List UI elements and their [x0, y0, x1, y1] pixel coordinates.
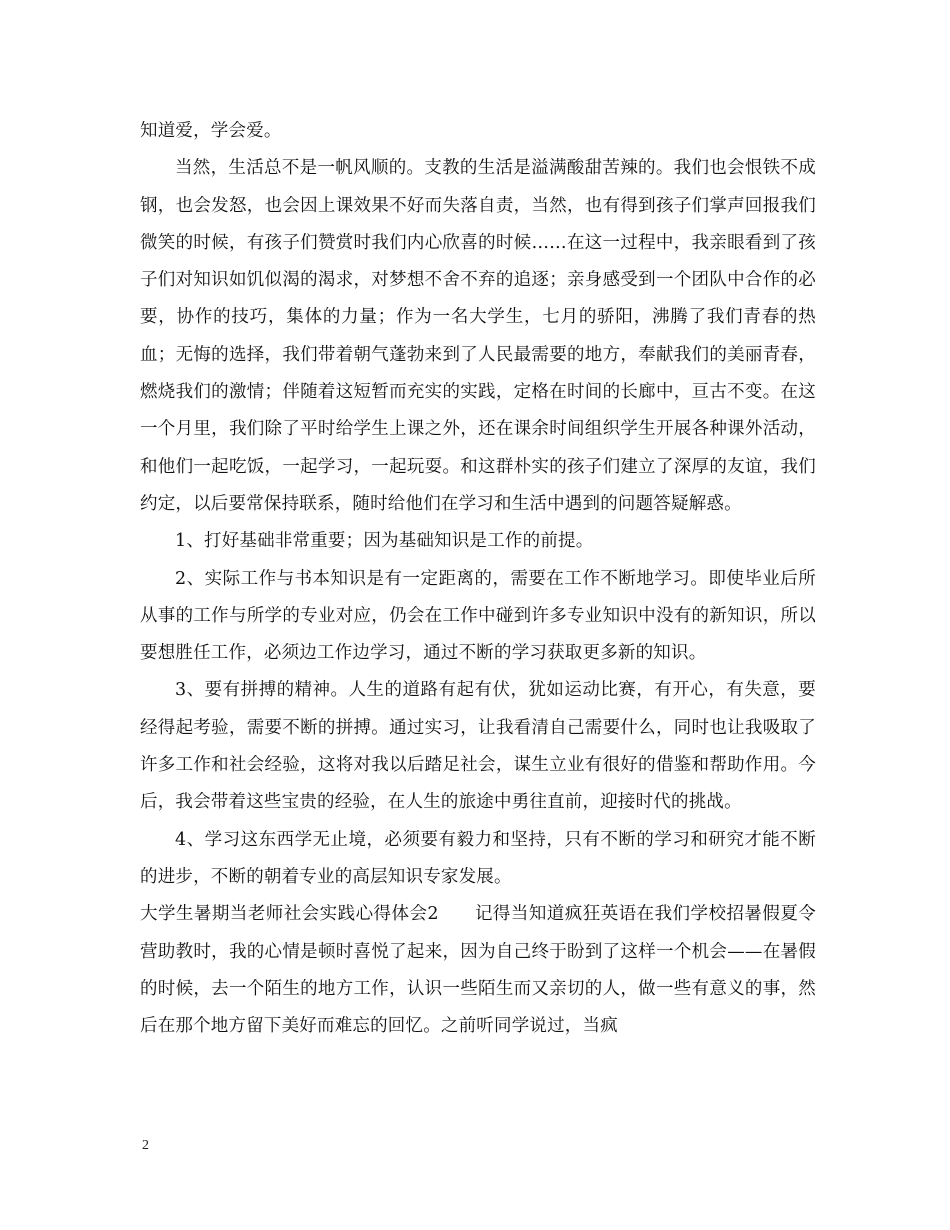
paragraph-1: 知道爱，学会爱。 [140, 121, 282, 141]
paragraph-6: 4、学习这东西学无止境，必须要有毅力和坚持，只有不断的学习和研究才能不断的进步，不断的朝着专业的高层知识专家发展。 [140, 829, 816, 887]
document-body [140, 113, 816, 1045]
paragraph-7: 大学生暑期当老师社会实践心得体会2 记得当知道疯狂英语在我们学校招暑假夏令营助教时，我的心情是顿时喜悦了起来，因为自己终于盼到了这样一个机会——在暑假的时候，去一个陌生的地方工作，认识一些陌生而又亲切的人，做一些有意义的事，然后在那个地方留下美好而难忘的回忆。之前听同学说过，当疯 [140, 904, 816, 1037]
paragraph-3: 1、打好基础非常重要；因为基础知识是工作的前提。 [175, 531, 594, 552]
page-number: 2 [142, 1138, 149, 1153]
paragraph-5: 3、要有拼搏的精神。人生的道路有起有伏，犹如运动比赛，有开心，有失意，要经得起考验，需要不断的拼搏。通过实习，让我看清自己需要什么，同时也让我吸取了许多工作和社会经验，这将对我以后踏足社会，谋生立业有很好的借鉴和帮助作用。今后，我会带着这些宝贵的经验，在人生的旅途中勇往直前，迎接时代的挑战。 [140, 680, 816, 813]
paragraph-4: 2、实际工作与书本知识是有一定距离的，需要在工作不断地学习。即使毕业后所从事的工作与所学的专业对应，仍会在工作中碰到许多专业知识中没有的新知识，所以要想胜任工作，必须边工作边学习，通过不断的学习获取更多新的知识。 [140, 568, 816, 664]
paragraph-2: 当然，生活总不是一帆风顺的。支教的生活是溢满酸甜苦辣的。我们也会恨铁不成钢，也会发怒，也会因上课效果不好而失落自责，当然，也有得到孩子们掌声回报我们微笑的时候，有孩子们赞赏时我们内心欣喜的时候……在这一过程中，我亲眼看到了孩子们对知识如饥似渴的渴求，对梦想不舍不弃的追逐；亲身感受到一个团队中合作的必要，协作的技巧，集体的力量；作为一名大学生，七月的骄阳，沸腾了我们青春的热血；无悔的选择，我们带着朝气蓬勃来到了人民最需要的地方，奉献我们的美丽青春，燃烧我们的激情；伴随着这短暂而充实的实践，定格在时间的长廊中，亘古不变。在这一个月里，我们除了平时给学生上课之外，还在课余时间组织学生开展各种课外活动，和他们一起吃饭，一起学习，一起玩耍。和这群朴实的孩子们建立了深厚的友谊，我们约定，以后要常保持联系，随时给他们在学习和生活中遇到的问题答疑解惑。 [140, 158, 816, 514]
